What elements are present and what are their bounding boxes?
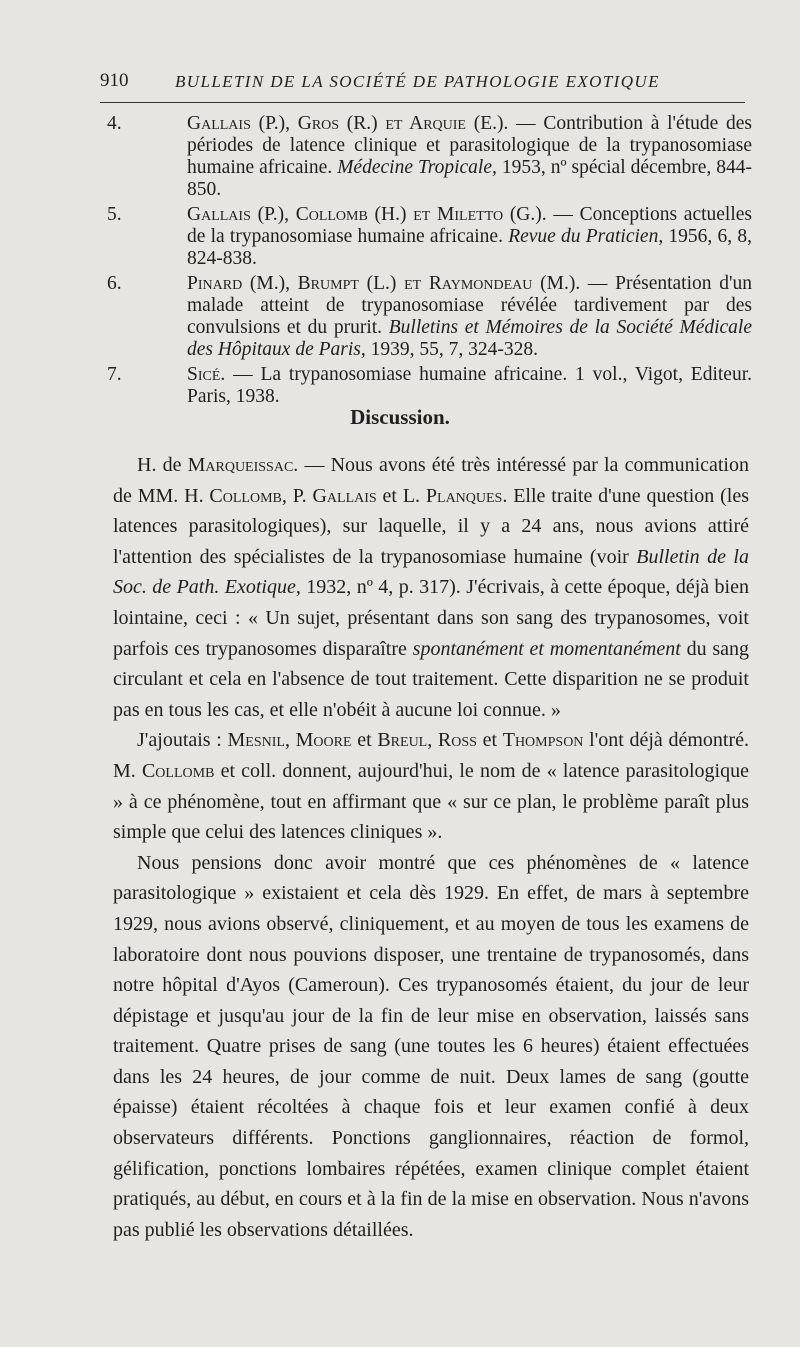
text-run: . — Nous avons été très intéressé par la communication de MM. H. bbox=[113, 454, 749, 507]
journal-citation: Bulletin de la Soc. de Path. Exotique bbox=[113, 545, 749, 599]
reference-number: 4. bbox=[107, 113, 122, 134]
reference-item bbox=[107, 204, 752, 270]
author-name: Breul, Ross bbox=[377, 729, 477, 752]
text-run: , P. bbox=[281, 484, 313, 507]
reference-number: 5. bbox=[107, 204, 122, 225]
discussion-body bbox=[113, 450, 749, 1245]
reference-tail: 1953, nº spécial décembre, 844-850. bbox=[187, 157, 752, 200]
reference-journal: Bulletins et Mémoires de la Société Médicale des Hôpitaux de Paris, bbox=[187, 317, 752, 360]
text-run: , 1932, nº 4, p. 317). J'écrivais, à cette époque, déjà bien lointaine, ceci : « Un sujet, présentant dans son sang des trypanosomes, voit parfois ces trypanosomes disparaître bbox=[113, 576, 749, 660]
text-run: et bbox=[351, 729, 378, 752]
reference-text: — Conceptions actuelles de la trypanosomiase humaine africaine. bbox=[187, 204, 752, 247]
reference-journal: Médecine Tropicale, bbox=[337, 157, 497, 178]
paragraph: Nous pensions donc avoir montré que ces phénomènes de « latence parasitologique » existaient et cela dès 1929. En effet, de mars à septembre 1929, nous avions observé, cliniquement, et au moyen de tous les examens de laboratoire dont nous pouvions disposer, une trentaine de trypanosomés, dans notre hôpital d'Ayos (Cameroun). Ces trypanosomés étaient, du jour de leur dépistage et jusqu'au jour de la fin de leur mise en observation, laissés sans traitement. Quatre prises de sang (une toutes les 6 heures) étaient effectuées dans les 24 heures, de jour comme de nuit. Deux lames de sang (goutte épaisse) étaient récoltées à chaque fois et leur examen confié à deux observateurs différents. Ponctions ganglionnaires, réaction de formol, gélification, ponctions lombaires répétées, examen clinique complet étaient pratiqués, au début, en cours et à la fin de la mise en observation. Nous n'avons pas publié les observations détaillées. bbox=[113, 851, 749, 1241]
reference-authors: Sicé. bbox=[187, 364, 226, 385]
author-name: Mesnil, Moore bbox=[227, 729, 352, 752]
text-run: du sang circulant et cela en l'absence de tout traitement. Cette disparition ne se produit pas en tous les cas, et elle n'obéit à aucune loi connue. » bbox=[113, 637, 749, 721]
journal-title: BULLETIN DE LA SOCIÉTÉ DE PATHOLOGIE EXOTIQUE bbox=[175, 72, 660, 91]
text-run: l'ont déjà démontré. M. bbox=[113, 729, 750, 782]
text-run: . Elle traite d'une question (les latences parasitologiques), sur laquelle, il y a 24 ans, nous avions attiré l'attention des spécialistes de la trypanosomiase humaine (voir bbox=[113, 484, 750, 568]
author-name: Collomb bbox=[209, 484, 282, 507]
reference-authors: Gallais (P.), Collomb (H.) et Miletto (G.). bbox=[187, 204, 547, 225]
text-run: J'ajoutais : bbox=[137, 729, 228, 752]
reference-authors: Gallais (P.), Gros (R.) et Arquie (E.). bbox=[187, 113, 509, 134]
author-name: Planques bbox=[425, 484, 503, 507]
running-header bbox=[100, 70, 745, 103]
reference-item bbox=[107, 273, 752, 361]
text-run: H. de bbox=[137, 454, 188, 476]
author-name: Gallais bbox=[312, 484, 377, 507]
author-name: Marqueissac bbox=[187, 454, 294, 476]
page-number: 910 bbox=[100, 70, 129, 91]
reference-item bbox=[107, 364, 752, 408]
reference-number: 7. bbox=[107, 364, 122, 385]
text-run: et bbox=[476, 729, 503, 752]
section-title: Discussion. bbox=[350, 405, 450, 429]
reference-text: — Présentation d'un malade atteint de trypanosomiase révélée tardivement par des convulsions et du prurit. bbox=[187, 273, 752, 338]
emphasis: spontanément et momentanément bbox=[412, 637, 681, 660]
reference-list bbox=[107, 113, 752, 411]
reference-text: — La trypanosomiase humaine africaine. 1 vol., Vigot, Editeur. Paris, 1938. bbox=[187, 364, 752, 407]
paragraph bbox=[113, 725, 749, 847]
author-name: Collomb bbox=[141, 759, 215, 782]
reference-tail: 1956, 6, 8, 824-838. bbox=[187, 226, 752, 269]
reference-item bbox=[107, 113, 752, 201]
reference-number: 6. bbox=[107, 273, 122, 294]
text-run: et coll. donnent, aujourd'hui, le nom de « latence parasitologique » à ce phénomène, tout en affirmant que « sur ce plan, le problème paraît plus simple que celui des latences cliniques ». bbox=[113, 759, 749, 844]
text-run: et L. bbox=[376, 484, 426, 507]
reference-tail: 1939, 55, 7, 324-328. bbox=[365, 339, 538, 360]
paragraph bbox=[113, 450, 749, 725]
reference-journal: Revue du Praticien, bbox=[508, 226, 664, 247]
reference-text: — Contribution à l'étude des périodes de latence clinique et parasitologique de la trypanosomiase humaine africaine. bbox=[187, 113, 752, 178]
reference-authors: Pinard (M.), Brumpt (L.) et Raymondeau (M.). bbox=[187, 273, 581, 294]
author-name: Thompson bbox=[502, 729, 584, 752]
